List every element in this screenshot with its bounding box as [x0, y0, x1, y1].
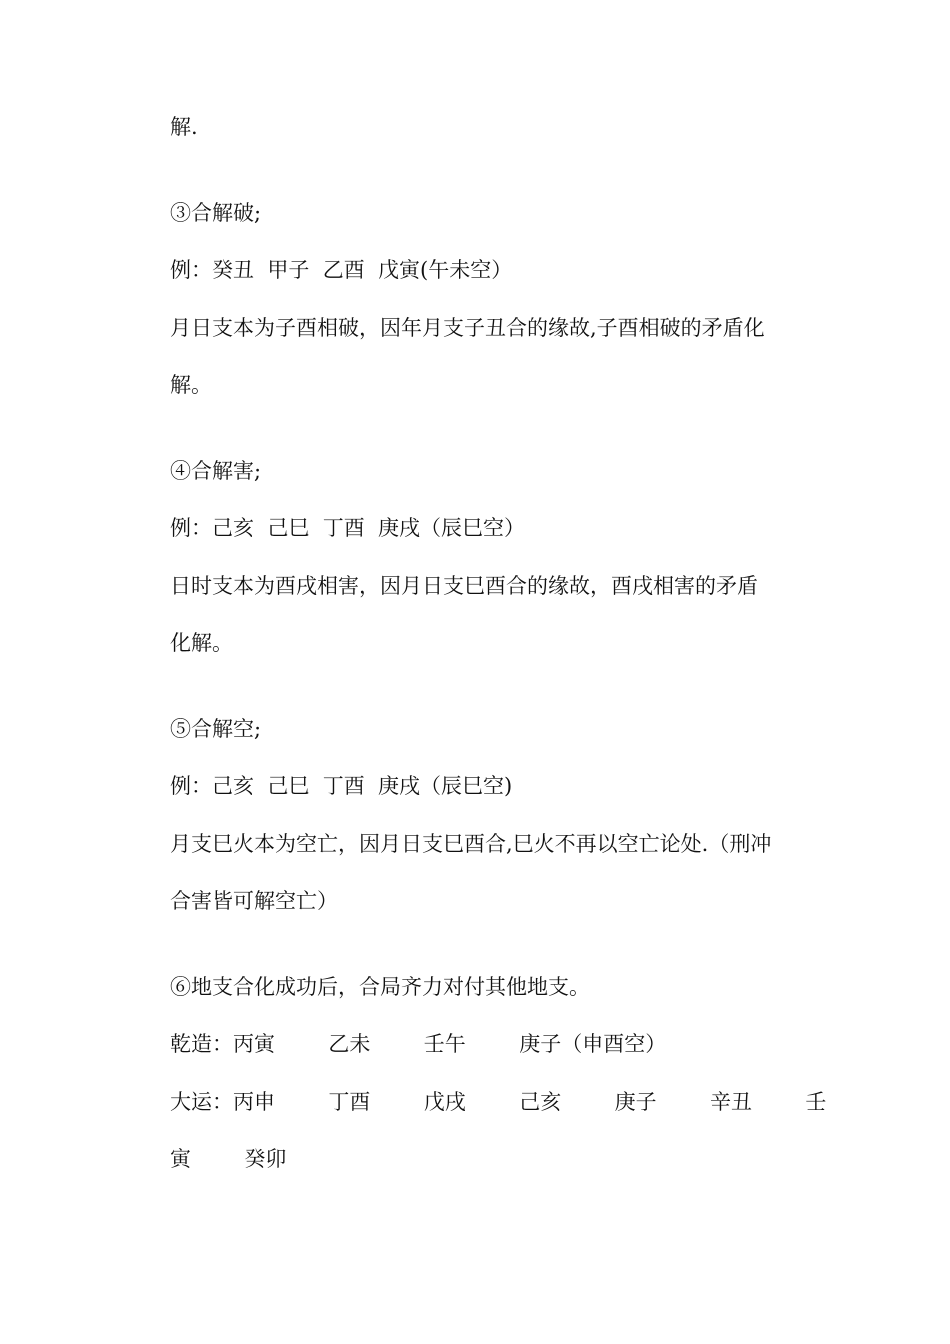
text-line: 解. — [170, 115, 198, 139]
text-line: 例：己亥 己巳 丁酉 庚戌（辰巳空） — [170, 516, 526, 540]
section-heading: ⑥地支合化成功后，合局齐力对付其他地支。 — [170, 975, 590, 999]
text-line: 日时支本为酉戌相害，因月日支巳酉合的缘故，酉戌相害的矛盾 — [170, 574, 758, 598]
text-line: 化解。 — [170, 631, 233, 655]
section-heading: ③合解破; — [170, 201, 262, 225]
text-line: 月日支本为子酉相破，因年月支子丑合的缘故,子酉相破的矛盾化 — [170, 316, 765, 340]
text-line: 解。 — [170, 373, 212, 397]
text-line: 乾造：丙寅 乙未 壬午 庚子（申酉空） — [170, 1032, 667, 1056]
text-line: 大运：丙申 丁酉 戊戌 己亥 庚子 辛丑 壬 — [170, 1090, 827, 1114]
section-heading: ⑤合解空; — [170, 717, 262, 741]
section-heading: ④合解害; — [170, 459, 262, 483]
text-line: 月支巳火本为空亡，因月日支巳酉合,巳火不再以空亡论处.（刑冲 — [170, 832, 772, 856]
text-line: 合害皆可解空亡） — [170, 889, 338, 913]
text-line: 例：癸丑 甲子 乙酉 戊寅(午未空） — [170, 258, 513, 282]
text-line: 寅 癸卯 — [170, 1147, 287, 1171]
text-line: 例：己亥 己巳 丁酉 庚戌（辰巳空) — [170, 774, 513, 798]
